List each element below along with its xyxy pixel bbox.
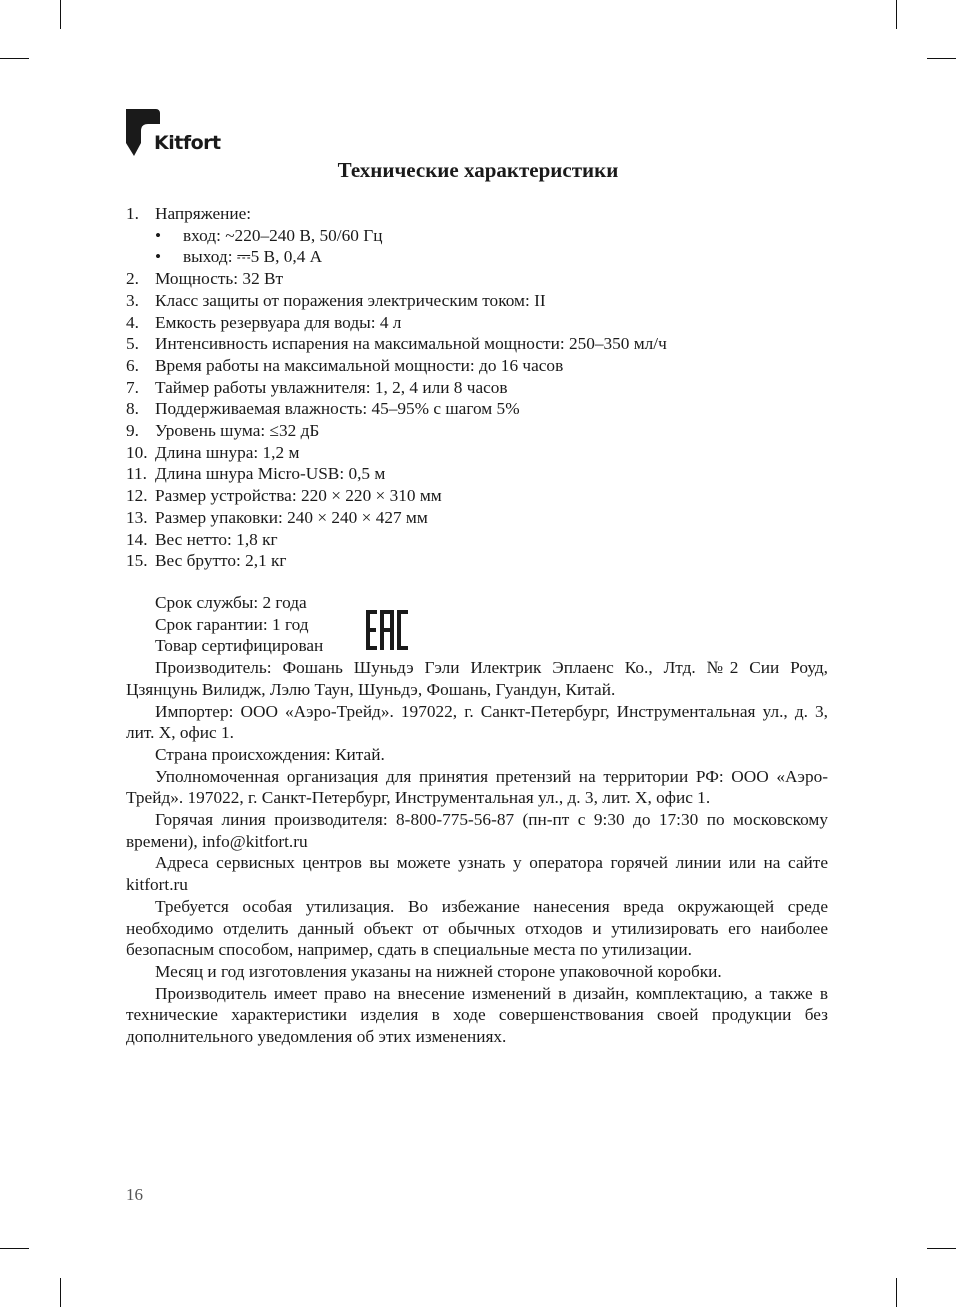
spec-number: 5. [126,334,139,354]
kitfort-logo [126,109,236,157]
eac-mark-icon [366,610,408,650]
spec-number: 10. [126,442,148,462]
spec-number: 15. [126,551,148,571]
spec-item [126,485,828,507]
brand-name: Kitfort [154,132,221,154]
spec-text: Класс защиты от поражения электрическим током: II [155,290,546,310]
crop-mark [896,0,897,29]
importer-info: Импортер: ООО «Аэро-Трейд». 197022, г. Санкт-Петербург, Инструментальная ул., д. 3, лит. Х, офис 1. [126,701,828,743]
spec-item [126,268,828,290]
sub-item-text: вход: ~220–240 В, 50/60 Гц [183,225,383,245]
authorized-organization: Уполномоченная организация для принятия претензий на территории РФ: ООО «Аэро-Трейд». 197022, г. Санкт-Петербург, Инструментальная ул., д. 3, лит. Х, офис 1. [126,766,828,808]
manufacturer-info: Производитель: Фошань Шуньдэ Гэли Илектрик Эплаенс Ко., Лтд. №2 Сии Роуд, Цзянцунь Вилидж, Лэлю Таун, Шуньдэ, Фошань, Гуандун, Китай. [126,658,828,699]
spec-item [126,507,828,529]
spec-item [126,398,828,420]
spec-text: Длина шнура: 1,2 м [155,442,300,462]
spec-list [126,203,828,572]
sub-item [155,246,828,268]
crop-mark [0,1248,29,1249]
crop-mark [927,58,956,59]
spec-number: 9. [126,421,139,441]
spec-text: Напряжение: [155,204,252,223]
spec-number: 13. [126,507,148,527]
spec-item [126,529,828,551]
page-title: Технические характеристики [337,158,619,182]
crop-mark [60,1278,61,1307]
bullet: • [155,247,162,267]
spec-text: Вес нетто: 1,8 кг [155,529,278,549]
spec-number: 14. [126,529,148,549]
sub-item [155,225,828,247]
spec-text: Вес брутто: 2,1 кг [155,551,287,571]
spec-item [126,463,828,485]
changes-disclaimer: Производитель имеет право на внесение изменений в дизайн, комплектацию, а также в технические характеристики изделия в ходе совершенствования своей продукции без дополнительного уведомления об этих изменениях. [126,983,828,1047]
spec-number: 3. [126,290,139,310]
spec-item [126,442,828,464]
spec-number: 12. [126,486,148,506]
spec-text: Интенсивность испарения на максимальной мощности: 250–350 мл/ч [155,334,667,354]
crop-mark [60,0,61,29]
spec-text: Емкость резервуара для воды: 4 л [155,312,402,332]
service-life: Срок службы: 2 года [155,593,307,612]
country-of-origin: Страна происхождения: Китай. [155,744,385,764]
spec-number: 1. [126,204,139,223]
spec-item [126,377,828,399]
spec-number: 2. [126,269,139,289]
spec-item [126,333,828,355]
certification-note: Товар сертифицирован [155,636,324,656]
spec-text: Время работы на максимальной мощности: до 16 часов [155,355,564,375]
body-text [126,592,828,1048]
crop-mark [927,1248,956,1249]
disposal-notice: Требуется особая утилизация. Во избежание нанесения вреда окружающей среде необходимо отделить данный объект от обычных отходов и утилизировать его наиболее безопасным способом, например, сдать в специальные места по утилизации. [126,896,828,960]
spec-number: 8. [126,399,139,419]
spec-text: Таймер работы увлажнителя: 1, 2, 4 или 8 часов [155,377,508,397]
spec-number: 7. [126,377,139,397]
spec-item [126,420,828,442]
spec-text: Поддерживаемая влажность: 45–95% с шагом 5% [155,399,520,419]
spec-number: 4. [126,312,139,332]
crop-mark [0,58,29,59]
service-centers: Адреса сервисных центров вы можете узнать у оператора горячей линии или на сайте kitfort.ru [126,853,828,895]
manufacture-date-note: Месяц и год изготовления указаны на нижней стороне упаковочной коробки. [155,961,722,981]
voltage-sub-list [155,225,828,268]
spec-item [126,312,828,334]
spec-item [126,203,828,268]
sub-item-text: выход: ⎓5 В, 0,4 А [183,247,323,267]
spec-number: 11. [126,464,147,484]
bullet: • [155,225,162,245]
page-number: 16 [126,1185,143,1204]
spec-item [126,290,828,312]
warranty-period: Срок гарантии: 1 год [155,614,309,634]
spec-number: 6. [126,355,139,375]
spec-text: Уровень шума: ≤32 дБ [155,421,320,441]
spec-text: Длина шнура Micro-USB: 0,5 м [155,464,386,484]
spec-item [126,355,828,377]
spec-text: Размер устройства: 220 × 220 × 310 мм [155,486,442,506]
spec-text: Размер упаковки: 240 × 240 × 427 мм [155,507,428,527]
hotline-info: Горячая линия производителя: 8-800-775-56-87 (пн-пт с 9:30 до 17:30 по московскому времени), info@kitfort.ru [126,810,828,851]
spec-item [126,550,828,572]
spec-text: Мощность: 32 Вт [155,269,284,289]
crop-mark [896,1278,897,1307]
